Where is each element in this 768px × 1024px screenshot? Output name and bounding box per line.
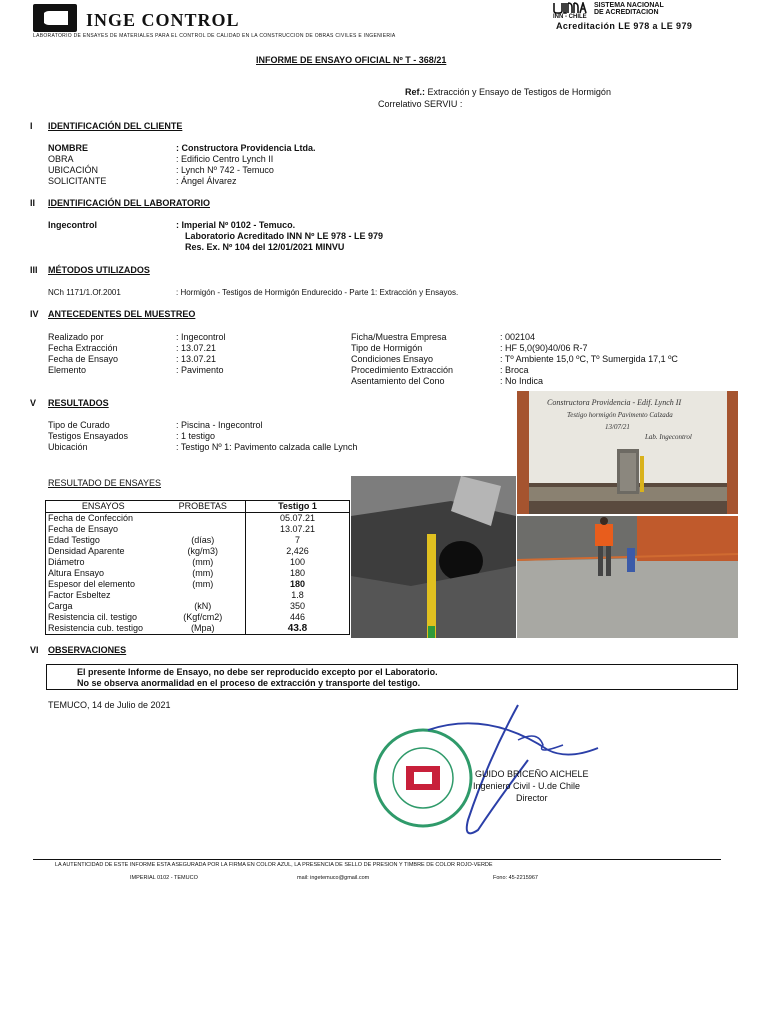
row-unit: (kg/m3) [187, 546, 218, 556]
results-table [45, 500, 350, 635]
client-location-label: UBICACIÓN [48, 165, 99, 175]
photo-extraction-hole [351, 476, 516, 638]
accreditation-text: Acreditación LE 978 a LE 979 [556, 21, 693, 31]
section1-number: I [30, 121, 33, 131]
photo-note-line3: 13/07/21 [605, 423, 630, 431]
sampling-label: Fecha de Ensayo [48, 354, 119, 364]
row-name: Fecha de Ensayo [46, 524, 161, 535]
client-obra-label: OBRA [48, 154, 74, 164]
row-name: Diámetro [46, 557, 161, 568]
header-probetas: PROBETAS [161, 501, 246, 513]
place-date: TEMUCO, 14 de Julio de 2021 [48, 700, 171, 710]
client-location-value: : Lynch Nº 742 - Temuco [176, 165, 274, 175]
sampling-label: Asentamiento del Cono [351, 376, 445, 386]
table-row [46, 568, 350, 579]
row-unit: (días) [191, 535, 215, 545]
section4-title: ANTECEDENTES DEL MUESTREO [48, 309, 196, 319]
footer-disclaimer: LA AUTENTICIDAD DE ESTE INFORME ESTA ASEGURADA POR LA FIRMA EN COLOR AZUL, LA PRESENCIA DE SELLO DE PRESION Y TIMBRE DE COLOR ROJO-VERDE [55, 862, 493, 868]
sampling-label: Realizado por [48, 332, 104, 342]
row-name: Edad Testigo [46, 535, 161, 546]
sampling-value: : HF 5,0(90)40/06 R-7 [500, 343, 588, 353]
brand-name: INGE CONTROL [86, 10, 240, 30]
inn-system-line1: SISTEMA NACIONAL [594, 2, 664, 9]
section4-number: IV [30, 309, 39, 319]
photo-note-line1: Constructora Providencia - Edif. Lynch II [547, 398, 682, 407]
row-name: Factor Esbeltez [46, 590, 161, 601]
table-row [46, 601, 350, 612]
section2-title: IDENTIFICACIÓN DEL LABORATORIO [48, 198, 210, 208]
inn-logo-icon [553, 2, 589, 14]
result-info-label: Testigos Ensayados [48, 431, 129, 441]
row-name: Carga [46, 601, 161, 612]
sampling-label: Procedimiento Extracción [351, 365, 454, 375]
photo-core-sample [517, 391, 738, 514]
result-info-value: : Testigo Nº 1: Pavimento calzada calle Lynch [176, 442, 358, 452]
row-unit: (mm) [192, 568, 214, 578]
row-value: 180 [246, 568, 350, 579]
section5-title: RESULTADOS [48, 398, 109, 408]
results-table-header [46, 501, 350, 513]
row-value: 446 [246, 612, 350, 623]
table-row [46, 579, 350, 590]
row-value: 2,426 [246, 546, 350, 557]
row-name: Resistencia cub. testigo [46, 623, 161, 635]
results-heading: RESULTADO DE ENSAYES [48, 478, 162, 488]
inn-system-name [594, 2, 664, 16]
table-row [46, 623, 350, 635]
lab-accreditation: Laboratorio Acreditado INN Nº LE 978 - LE 979 [185, 231, 383, 241]
sampling-label: Condiciones Ensayo [351, 354, 434, 364]
report-title: INFORME DE ENSAYO OFICIAL Nº T - 368/21 [256, 55, 447, 65]
signer-role: Director [516, 793, 548, 803]
lab-label: Ingecontrol [48, 220, 97, 230]
lab-address: : Imperial Nº 0102 - Temuco. [176, 220, 296, 230]
header-testigo: Testigo 1 [246, 501, 350, 513]
section1-title: IDENTIFICACIÓN DEL CLIENTE [48, 121, 183, 131]
sampling-value: : Ingecontrol [176, 332, 226, 342]
row-unit [161, 524, 246, 535]
row-name: Densidad Aparente [46, 546, 161, 557]
sampling-value: : Tº Ambiente 15,0 ºC, Tº Sumergida 17,1 ºC [500, 354, 678, 364]
method-description: : Hormigón - Testigos de Hormigón Endurecido - Parte 1: Extracción y Ensayos. [176, 288, 459, 297]
sampling-label: Ficha/Muestra Empresa [351, 332, 447, 342]
sampling-value: : 13.07.21 [176, 354, 217, 364]
table-row [46, 513, 350, 525]
sampling-value: : 13.07.21 [176, 343, 217, 353]
footer-phone: Fono: 45-2215967 [493, 875, 538, 881]
row-unit [161, 590, 246, 601]
table-row [46, 546, 350, 557]
header-ensayos: ENSAYOS [46, 501, 161, 513]
section2-number: II [30, 198, 36, 208]
client-requester-label: SOLICITANTE [48, 176, 107, 186]
footer-address: IMPERIAL 0102 - TEMUCO [130, 875, 198, 881]
inn-system-line2: DE ACREDITACION [594, 9, 659, 16]
row-value: 13.07.21 [246, 524, 350, 535]
row-value: 180 [246, 579, 350, 590]
table-row [46, 612, 350, 623]
sampling-label: Tipo de Hormigón [351, 343, 423, 353]
signer-profession: Ingeniero Civil - U.de Chile [473, 781, 581, 791]
inn-label: INN - CHILE [553, 14, 587, 20]
footer-divider [33, 859, 721, 860]
row-value: 100 [246, 557, 350, 568]
row-name: Espesor del elemento [46, 579, 161, 590]
photo-extraction-work [517, 516, 738, 638]
row-name: Fecha de Confección [46, 513, 161, 525]
ref-label: Ref.: [405, 87, 425, 97]
sampling-value: : Pavimento [176, 365, 224, 375]
section5-number: V [30, 398, 37, 408]
client-name-value: : Constructora Providencia Ltda. [176, 143, 316, 153]
sampling-value: : 002104 [500, 332, 536, 342]
sampling-value: : Broca [500, 365, 529, 375]
observations-box [46, 664, 738, 690]
result-info-value: : 1 testigo [176, 431, 216, 441]
table-row [46, 524, 350, 535]
footer-mail: mail: ingetemuco@gmail.com [297, 875, 370, 881]
row-name: Altura Ensayo [46, 568, 161, 579]
brand-tagline: LABORATORIO DE ENSAYES DE MATERIALES PARA EL CONTROL DE CALIDAD EN LA CONSTRUCCION DE OBRAS CIVILES E INGENIERIA [33, 33, 396, 39]
section6-title: OBSERVACIONES [48, 645, 127, 655]
section6-number: VI [30, 645, 39, 655]
correlativo-label: Correlativo SERVIU : [378, 99, 463, 109]
result-info-label: Tipo de Curado [48, 420, 110, 430]
ref-value: Extracción y Ensayo de Testigos de Hormigón [427, 87, 611, 97]
row-value: 1.8 [246, 590, 350, 601]
row-unit: (kN) [194, 601, 212, 611]
row-unit: (Mpa) [161, 623, 246, 635]
row-name: Resistencia cil. testigo [46, 612, 161, 623]
sampling-label: Elemento [48, 365, 87, 375]
client-requester-value: : Ángel Álvarez [176, 176, 237, 186]
ingecontrol-logo-icon [33, 4, 77, 32]
row-value: 05.07.21 [246, 513, 350, 525]
result-info-value: : Piscina - Ingecontrol [176, 420, 263, 430]
signer-name: GUIDO BRICEÑO AICHELE [475, 769, 589, 779]
row-value: 350 [246, 601, 350, 612]
client-obra-value: : Edificio Centro Lynch II [176, 154, 274, 164]
row-value: 7 [246, 535, 350, 546]
observation-line1: El presente Informe de Ensayo, no debe ser reproducido excepto por el Laboratorio. [77, 667, 438, 677]
sampling-value: : No Indica [500, 376, 544, 386]
result-info-label: Ubicación [48, 442, 88, 452]
photo-note-line2: Testigo hormigón Pavimento Calzada [567, 411, 673, 419]
table-row [46, 590, 350, 601]
table-row [46, 535, 350, 546]
section3-title: MÉTODOS UTILIZADOS [48, 265, 150, 275]
client-name-label: NOMBRE [48, 143, 88, 153]
row-unit: (Kgf/cm2) [183, 612, 223, 622]
table-row [46, 557, 350, 568]
photo-note-line4: Lab. Ingecontrol [645, 433, 692, 441]
row-unit [161, 513, 246, 525]
observation-line2: No se observa anormalidad en el proceso de extracción y transporte del testigo. [77, 678, 421, 688]
sampling-label: Fecha Extracción [48, 343, 118, 353]
report-reference [405, 87, 611, 97]
row-unit: (mm) [192, 579, 214, 589]
section3-number: III [30, 265, 38, 275]
row-value: 43.8 [246, 623, 350, 635]
method-norm: NCh 1171/1.Of.2001 [48, 288, 121, 297]
row-unit: (mm) [192, 557, 214, 567]
lab-resolution: Res. Ex. Nº 104 del 12/01/2021 MINVU [185, 242, 345, 252]
